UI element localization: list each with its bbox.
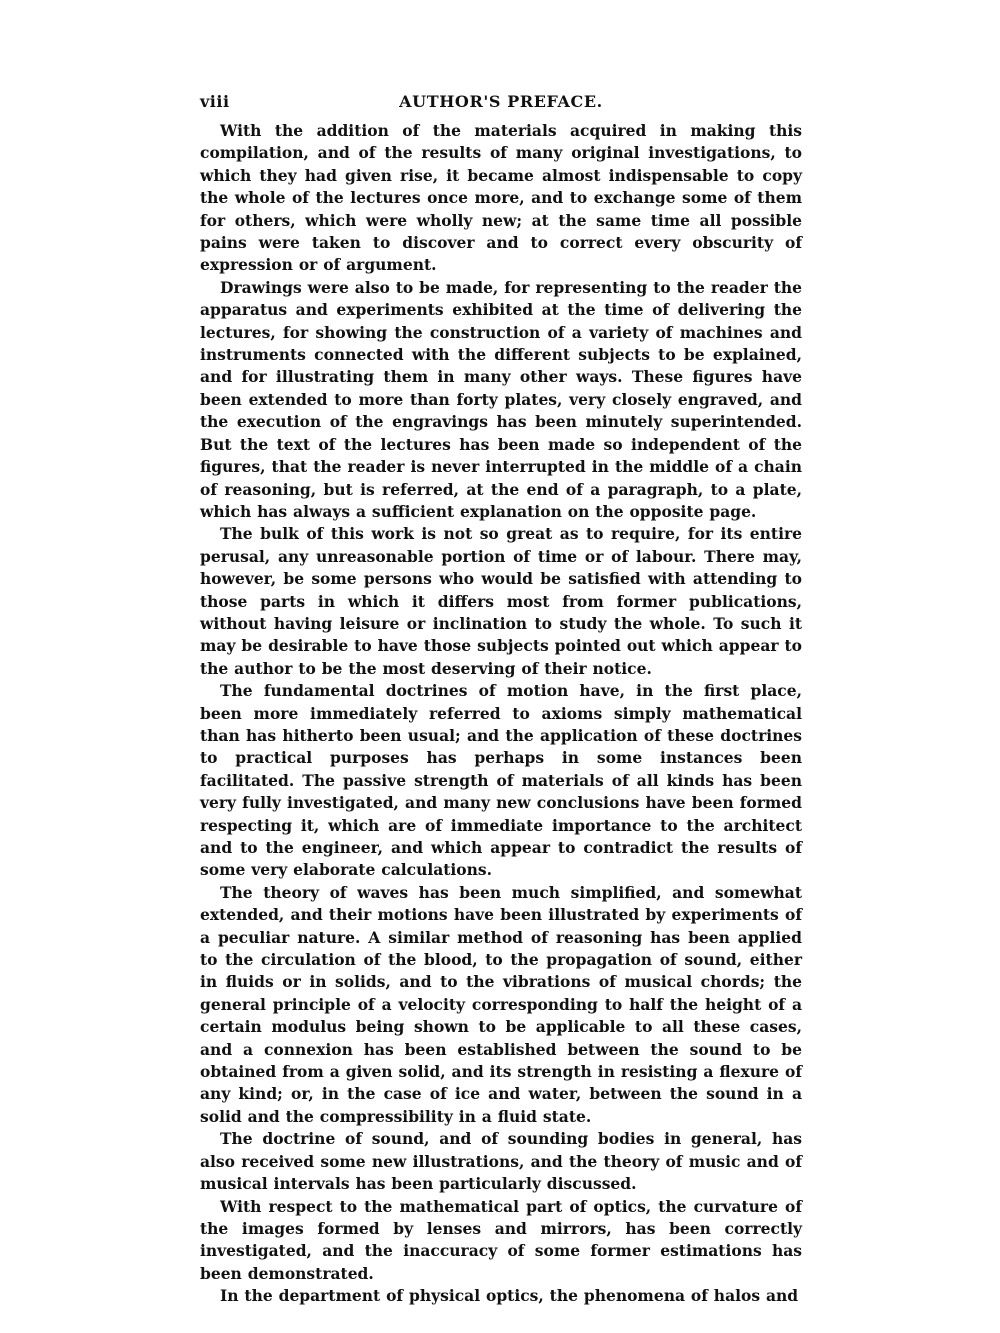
paragraph-mathematical-optics: With respect to the mathematical part of optics, the curvature of the images formed by lenses and mirrors, has been correctly investigated, and the inaccuracy of some former estimations has been demonstrated.	[200, 1196, 802, 1283]
body-text	[200, 120, 802, 1308]
paragraph-doctrine-of-sound: The doctrine of sound, and of sounding bodies in general, has also received some new illustrations, and the theory of music and of musical intervals has been particularly discussed.	[200, 1129, 802, 1194]
page-header	[200, 88, 802, 120]
paragraph-physical-optics: In the department of physical optics, the phenomena of halos and	[220, 1286, 799, 1306]
paragraph-doctrines-of-motion: The fundamental doctrines of motion have, in the first place, been more immediately referred to axioms simply mathematical than has hitherto been usual; and the application of these doctrines to practical purposes has perhaps in some instances been facilitated. The passive strength of materials of all kinds has been very fully investigated, and many new conclusions have been formed respecting it, which are of immediate importance to the architect and to the engineer, and which appear to contradict the results of some very elaborate calculations.	[200, 681, 802, 880]
paragraph-bulk-of-work: The bulk of this work is not so great as to require, for its entire perusal, any unreasonable portion of time or of labour. There may, however, be some persons who would be satisfied with attending to those parts in which it differs most from former publications, without having leisure or inclination to study the whole. To such it may be desirable to have those subjects pointed out which appear to the author to be the most deserving of their notice.	[200, 524, 802, 678]
page-number: viii	[200, 92, 230, 111]
document-page	[200, 88, 802, 1308]
paragraph-theory-of-waves: The theory of waves has been much simplified, and somewhat extended, and their motions have been illustrated by experiments of a peculiar nature. A similar method of reasoning has been applied to the circulation of the blood, to the propagation of sound, either in fluids or in solids, and to the vibrations of musical chords; the general principle of a velocity corresponding to half the height of a certain modulus being shown to be applicable to all these cases, and a connexion has been established between the sound to be obtained from a given solid, and its strength in resisting a flexure of any kind; or, in the case of ice and water, between the sound in a solid and the compressibility in a fluid state.	[200, 882, 802, 1126]
running-head: AUTHOR'S PREFACE.	[399, 92, 603, 111]
paragraph-drawings: Drawings were also to be made, for representing to the reader the apparatus and experiments exhibited at the time of delivering the lectures, for showing the construction of a variety of machines and instruments connected with the different subjects to be explained, and for illustrating them in many other ways. These figures have been extended to more than forty plates, very closely engraved, and the execution of the engravings has been minutely superintended. But the text of the lectures has been made so independent of the figures, that the reader is never interrupted in the middle of a chain of reasoning, but is referred, at the end of a paragraph, to a plate, which has always a sufficient explanation on the opposite page.	[200, 277, 802, 521]
paragraph-compilation: With the addition of the materials acquired in making this compilation, and of the results of many original investigations, to which they had given rise, it became almost indispensable to copy the whole of the lectures once more, and to exchange some of them for others, which were wholly new; at the same time all possible pains were taken to discover and to correct every obscurity of expression or of argument.	[200, 121, 802, 275]
